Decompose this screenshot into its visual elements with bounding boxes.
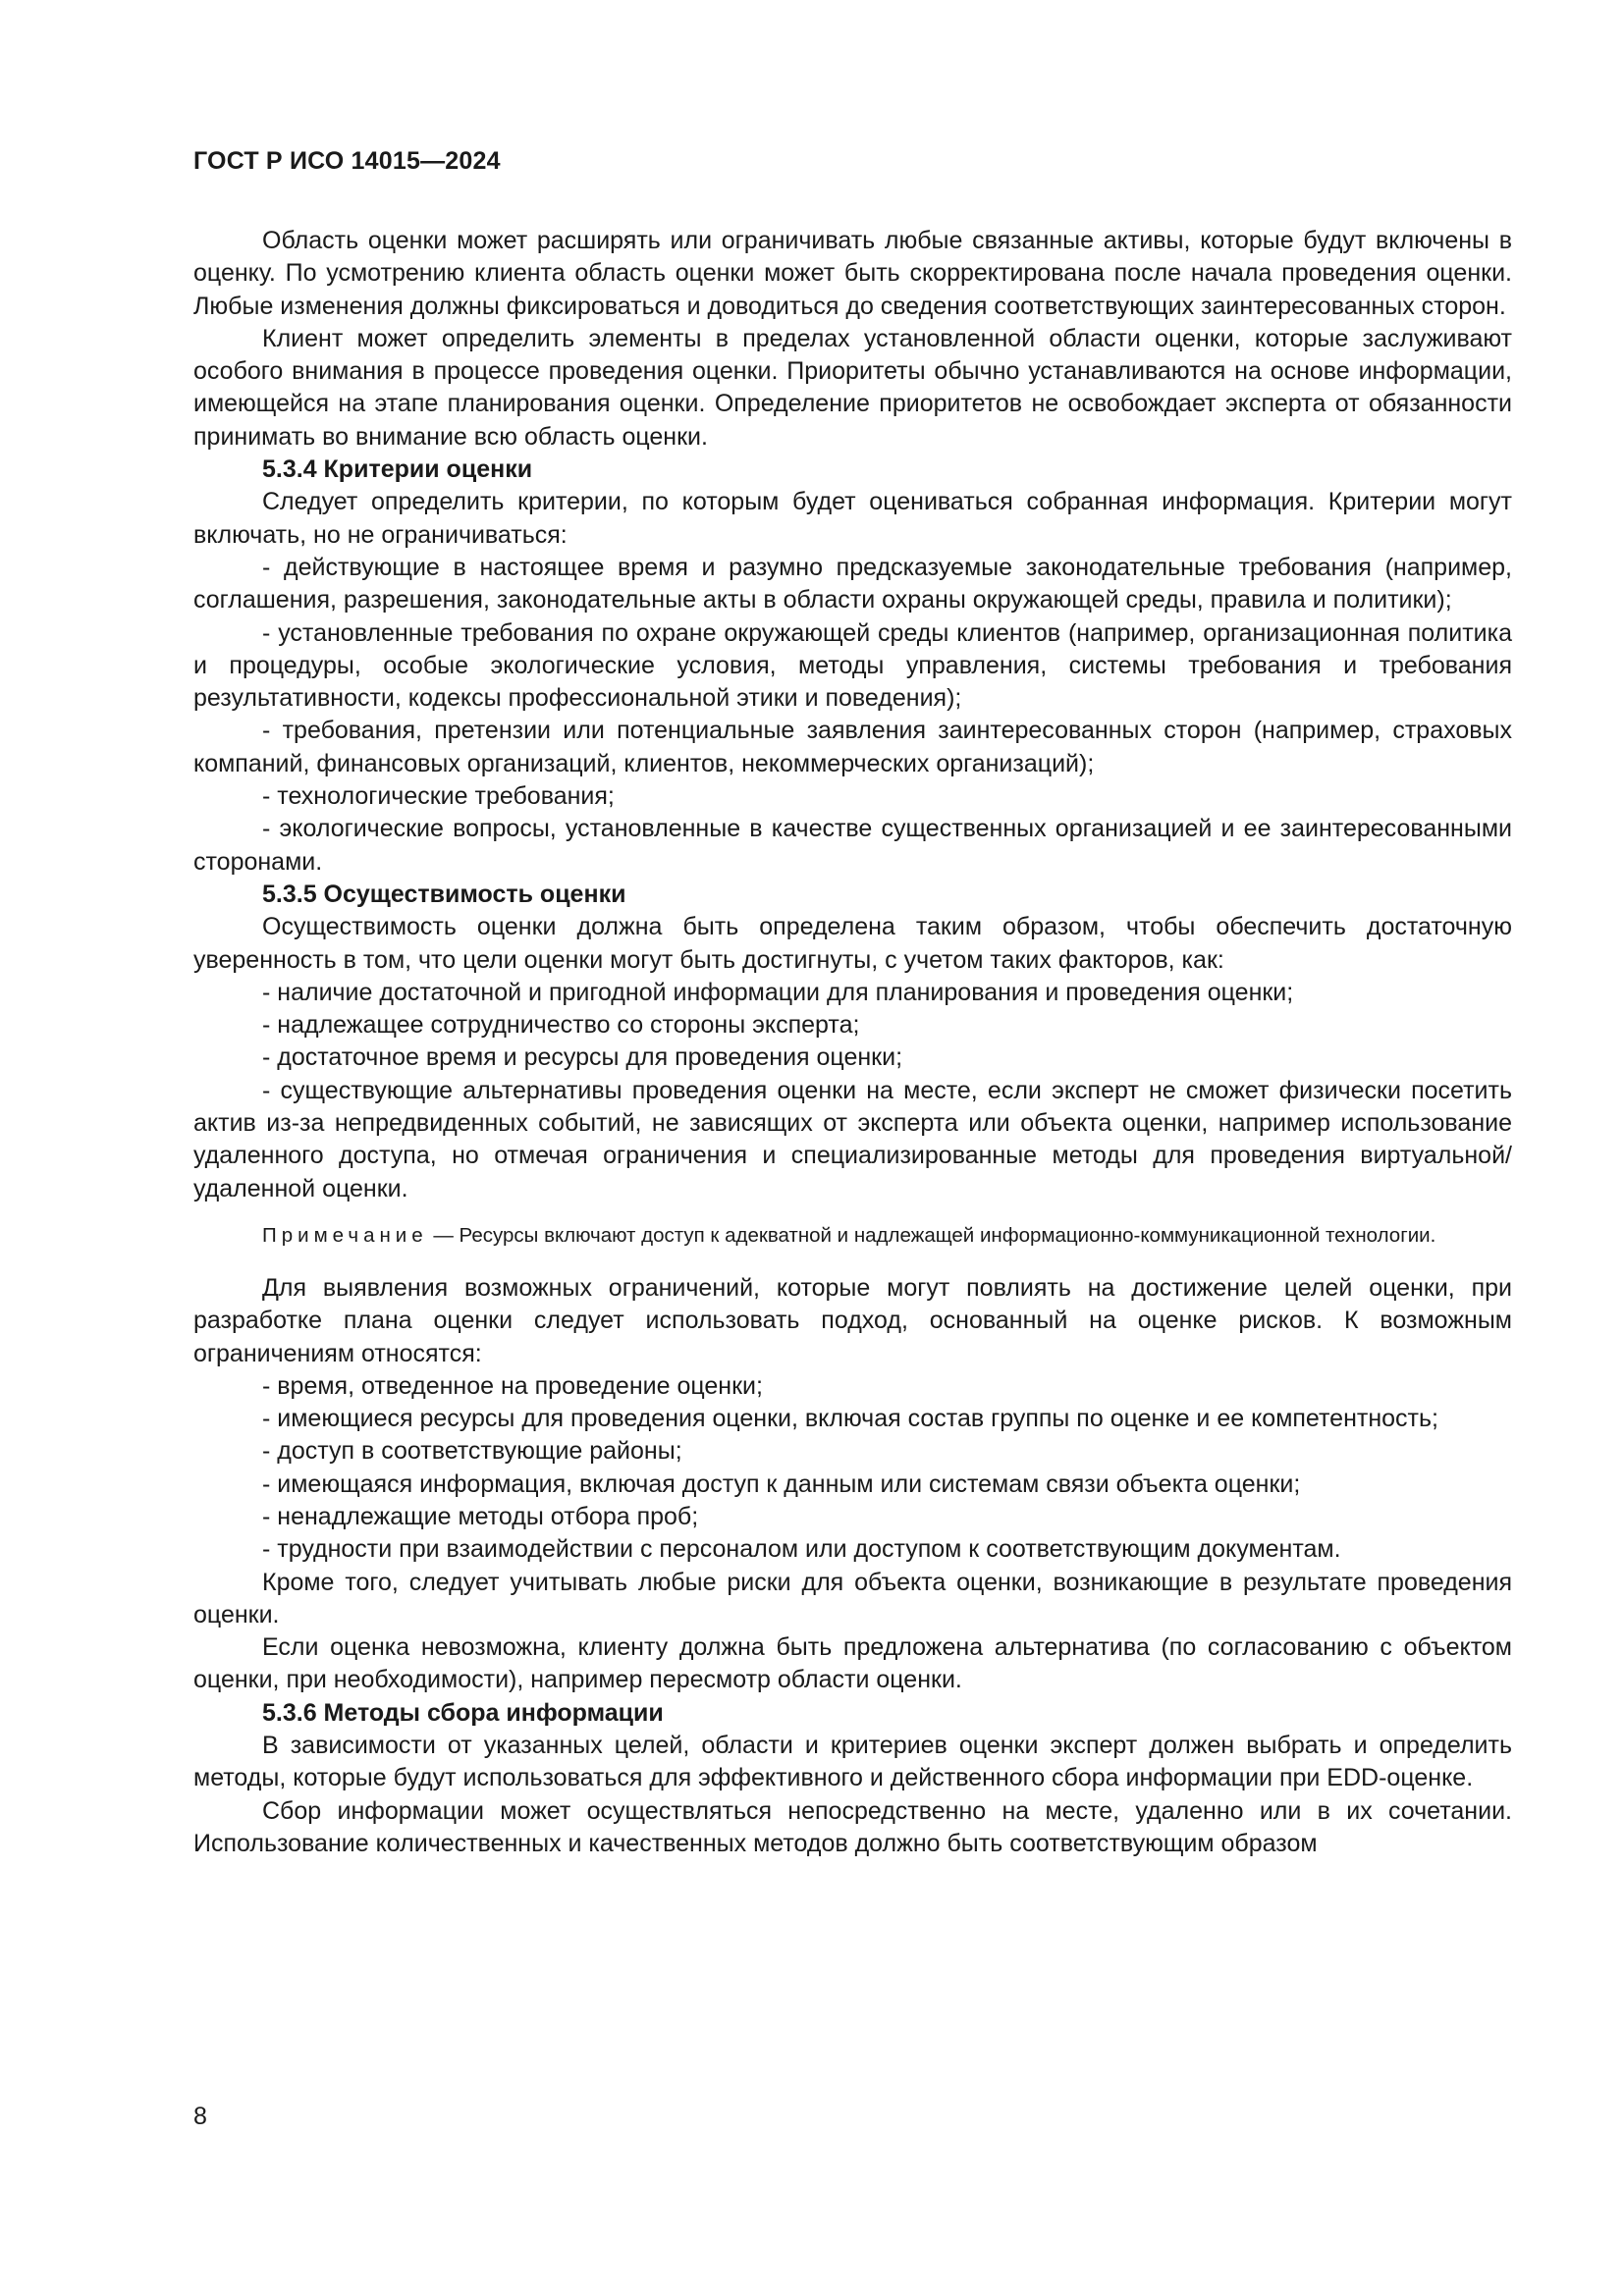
- list-item: - имеющаяся информация, включая доступ к данным или системам связи объекта оценки;: [262, 1469, 1301, 1498]
- list-item: - имеющиеся ресурсы для проведения оценки, включая состав группы по оценке и ее компетентность;: [262, 1405, 1438, 1433]
- list-item: - наличие достаточной и пригодной информации для планирования и проведения оценки;: [262, 978, 1294, 1006]
- page-number: 8: [193, 2103, 207, 2130]
- list-item: - существующие альтернативы проведения оценки на месте, если эксперт не сможет физически посетить актив из-за непредвиденных событий, не зависящих от эксперта или объекта оценки, например использование удаленного доступа, но отмечая ограничения и специализированные методы для проведения виртуальной/удаленной оценки.: [193, 1076, 1512, 1202]
- list-item: - доступ в соответствующие районы;: [262, 1437, 682, 1466]
- section-heading-5-3-5: 5.3.5 Осуществимость оценки: [262, 880, 626, 908]
- list-item: - время, отведенное на проведение оценки;: [262, 1371, 763, 1400]
- paragraph-alternative: Если оценка невозможна, клиенту должна быть предложена альтернатива (по согласованию с объектом оценки, при необходимости), например пересмотр области оценки.: [193, 1633, 1512, 1694]
- list-item: - трудности при взаимодействии с персоналом или доступом к соответствующим документам.: [262, 1535, 1341, 1564]
- section-heading-5-3-6: 5.3.6 Методы сбора информации: [262, 1698, 664, 1727]
- list-item: - требования, претензии или потенциальные заявления заинтересованных сторон (например, страховых компаний, финансовых организаций, клиентов, некоммерческих организаций);: [193, 717, 1512, 777]
- note-text: — Ресурсы включают доступ к адекватной и надлежащей информационно-коммуникационной технологии.: [427, 1223, 1436, 1247]
- paragraph-scope-assets: Область оценки может расширять или ограничивать любые связанные активы, которые будут включены в оценку. По усмотрению клиента область оценки может быть скорректирована после начала проведения оценки. Любые изменения должны фиксироваться и доводиться до сведения соответствующих заинтересованных сторон.: [193, 227, 1512, 320]
- document-header: ГОСТ Р ИСО 14015—2024: [193, 147, 501, 175]
- list-item: - технологические требования;: [262, 782, 615, 811]
- section-heading-5-3-4: 5.3.4 Критерии оценки: [262, 455, 533, 484]
- list-item: - экологические вопросы, установленные в качестве существенных организацией и ее заинтересованными сторонами.: [193, 815, 1512, 876]
- note-label: Примечание: [262, 1223, 428, 1247]
- paragraph-criteria-intro: Следует определить критерии, по которым будет оцениваться собранная информация. Критерии могут включать, но не ограничиваться:: [193, 488, 1512, 549]
- document-body: [193, 225, 1512, 1860]
- paragraph-feasibility-intro: Осуществимость оценки должна быть определена таким образом, чтобы обеспечить достаточную уверенность в том, что цели оценки могут быть достигнуты, с учетом таких факторов, как:: [193, 913, 1512, 974]
- list-item: - ненадлежащие методы отбора проб;: [262, 1502, 699, 1530]
- paragraph-methods-collection: Сбор информации может осуществляться непосредственно на месте, удаленно или в их сочетании. Использование количественных и качественных методов должно быть соответствующим образом: [193, 1796, 1512, 1857]
- note-block: [193, 1221, 1512, 1251]
- list-item: - установленные требования по охране окружающей среды клиентов (например, организационная политика и процедуры, особые экологические условия, методы управления, системы требования и требования результативности, кодексы профессиональной этики и поведения);: [193, 618, 1512, 713]
- paragraph-limitations-intro: Для выявления возможных ограничений, которые могут повлиять на достижение целей оценки, при разработке плана оценки следует использовать подход, основанный на оценке рисков. К возможным ограничениям относятся:: [193, 1273, 1512, 1367]
- paragraph-methods-intro: В зависимости от указанных целей, области и критериев оценки эксперт должен выбрать и определить методы, которые будут использоваться для эффективного и действенного сбора информации при EDD-оценке.: [193, 1732, 1512, 1792]
- list-item: - надлежащее сотрудничество со стороны эксперта;: [262, 1011, 860, 1040]
- paragraph-scope-priorities: Клиент может определить элементы в пределах установленной области оценки, которые заслуживают особого внимания в процессе проведения оценки. Приоритеты обычно устанавливаются на основе информации, имеющейся на этапе планирования оценки. Определение приоритетов не освобождает эксперта от обязанности принимать во внимание всю область оценки.: [193, 324, 1512, 451]
- list-item: - действующие в настоящее время и разумно предсказуемые законодательные требования (например, соглашения, разрешения, законодательные акты в области охраны окружающей среды, правила и политики);: [193, 553, 1512, 614]
- paragraph-risks: Кроме того, следует учитывать любые риски для объекта оценки, возникающие в результате проведения оценки.: [193, 1568, 1512, 1629]
- list-item: - достаточное время и ресурсы для проведения оценки;: [262, 1043, 903, 1072]
